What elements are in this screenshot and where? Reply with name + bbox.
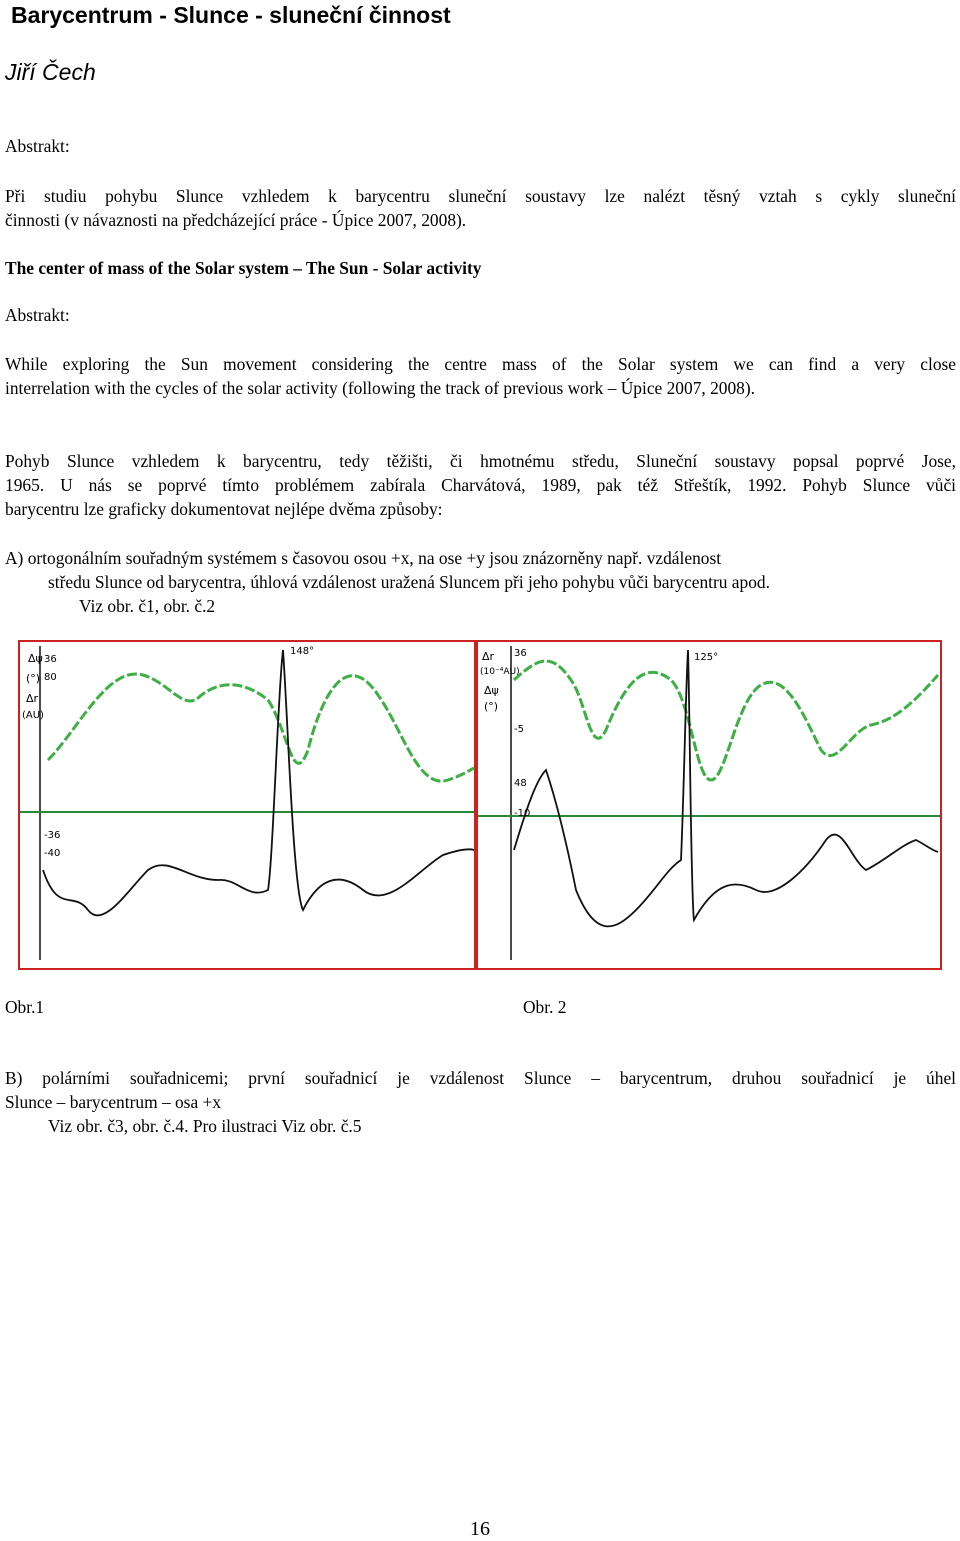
item-b (5, 1066, 956, 1138)
english-abstract-line: interrelation with the cycles of the solar activity (following the track of previous work – Úpice 2007, 2008). (5, 378, 756, 398)
figure-1-plot (18, 640, 476, 970)
abstract-cz (5, 184, 956, 232)
figure-2-tick-label: -10 (514, 808, 531, 819)
page-title: Barycentrum - Slunce - sluneční činnost (11, 2, 451, 28)
item-a-line: A) ortogonálním souřadným systémem s časovou osou +x, na ose +y jsou znázorněny např. vzdálenost (5, 548, 722, 568)
figure-2-axis-label: Δr (482, 650, 495, 663)
body-paragraph (5, 449, 956, 521)
figure-1-frame (19, 641, 475, 969)
figure-1-axis-label: (°) (26, 672, 41, 685)
abstract-cz-line: Při studiu pohybu Slunce vzhledem k barycentru sluneční soustavy lze nalézt těsný vztah s cykly sluneční (5, 186, 956, 206)
english-abstract-line: While exploring the Sun movement considering the centre mass of the Solar system we can find a very close (5, 354, 956, 374)
figure-2-tick-label: 48 (514, 778, 527, 789)
figure-2-frame (477, 641, 941, 969)
figure-1-axis-label: Δψ (28, 652, 43, 665)
abstract-cz-label: Abstrakt: (5, 136, 70, 156)
author: Jiří Čech (5, 59, 96, 85)
figure-2-axis-label: Δψ (484, 684, 499, 697)
figure-2-axis-label: (10⁻⁴AU) (480, 667, 520, 677)
figure-2-plot (476, 640, 942, 970)
english-title: The center of mass of the Solar system – The Sun - Solar activity (5, 258, 482, 278)
figure-1-peak-label: 148° (290, 646, 315, 657)
figure-2-peak-label: 125° (694, 652, 719, 663)
figure-1-axis-label: Δr (26, 692, 39, 705)
figure-1-axis-label: (AU) (22, 710, 44, 721)
figure-2 (476, 640, 942, 970)
figure-2-tick-label: -5 (514, 724, 524, 735)
figure-2-axis-label: (°) (484, 700, 499, 713)
item-a-line: středu Slunce od barycentra, úhlová vzdálenost uražená Sluncem při jeho pohybu vůči barycentru apod. (48, 572, 770, 592)
figure-1-caption: Obr.1 (5, 997, 45, 1017)
figure-2-tick-label: 36 (514, 648, 527, 659)
item-b-line: B) polárními souřadnicemi; první souřadnicí je vzdálenost Slunce – barycentrum, druhou souřadnicí je úhel (5, 1068, 956, 1088)
body-line: Pohyb Slunce vzhledem k barycentru, tedy těžišti, či hmotnému středu, Sluneční soustavy popsal poprvé Jose, (5, 451, 956, 471)
figure-1 (18, 640, 476, 970)
figure-1-tick-label: -36 (44, 830, 61, 841)
english-abstract (5, 352, 956, 400)
body-line: 1965. U nás se poprvé tímto problémem zabírala Charvátová, 1989, pak též Střeštík, 1992. Pohyb Slunce vůči (5, 475, 956, 495)
item-b-line: Slunce – barycentrum – osa +x (5, 1092, 222, 1112)
item-b-line: Viz obr. č3, obr. č.4. Pro ilustraci Viz obr. č.5 (48, 1116, 362, 1136)
body-line: barycentru lze graficky dokumentovat nejlépe dvěma způsoby: (5, 499, 443, 519)
figure-1-tick-label: 80 (44, 672, 57, 683)
page-number: 16 (470, 1518, 490, 1540)
item-a (5, 546, 956, 618)
figure-1-tick-label: -40 (44, 848, 61, 859)
figure-2-caption: Obr. 2 (523, 997, 567, 1017)
english-abstract-label: Abstrakt: (5, 305, 70, 325)
abstract-cz-line: činnosti (v návaznosti na předcházející práce - Úpice 2007, 2008). (5, 210, 467, 230)
figure-1-tick-label: 36 (44, 654, 57, 665)
item-a-line: Viz obr. č1, obr. č.2 (79, 596, 216, 616)
